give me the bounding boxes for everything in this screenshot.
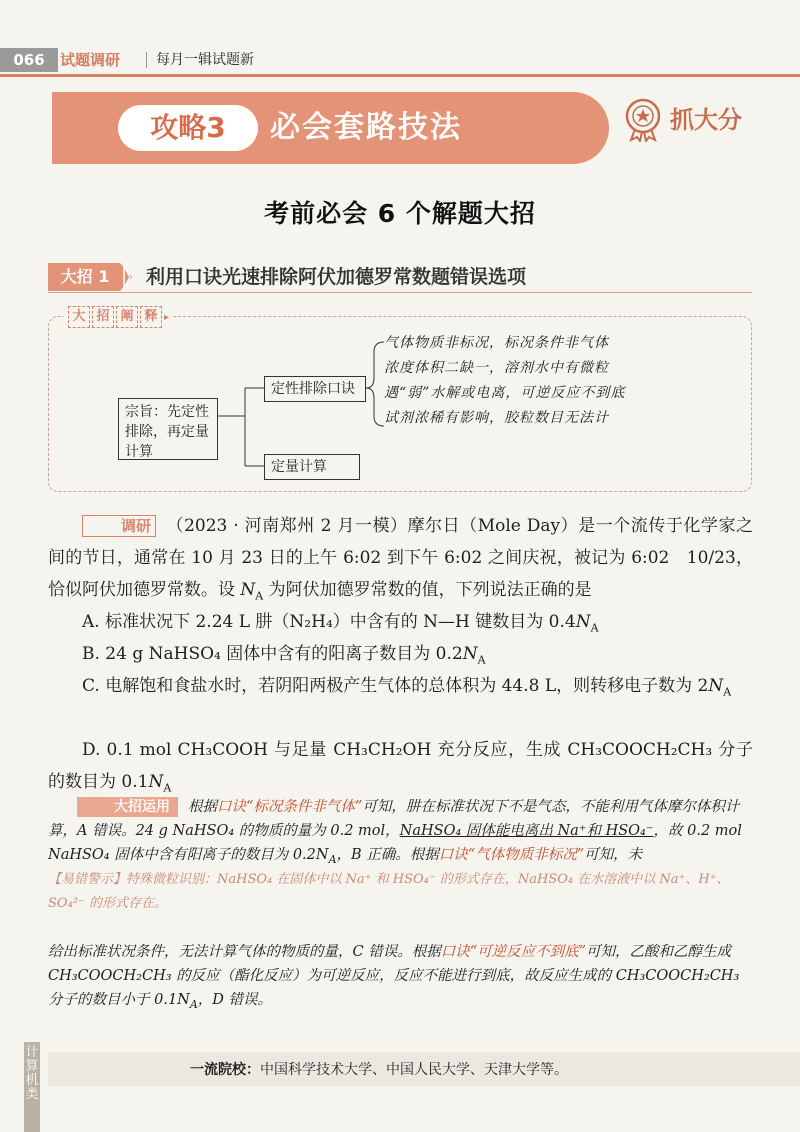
error-warning-note: 【易错警示】特殊微粒识别：NaHSO₄ 在固体中以 Na⁺ 和 HSO₄⁻ 的形式存在，NaHSO₄ 在水溶液中以 Na⁺、H⁺、SO₄²⁻ 的形式存在。 [48,872,730,911]
diagram-node-qualitative: 定性排除口诀 [264,376,366,402]
diagram-root: 宗旨：先定性排除，再定量计算 [118,398,218,460]
rhyme-line: 浓度体积二缺一，溶剂水中有微粒 [384,360,609,376]
footer-label: 一流院校： [190,1062,260,1078]
keyword: 口诀“标况条件非气体” [217,799,363,815]
explain-label-char: 释 [140,306,162,328]
question-tag: 调研 [82,515,156,537]
page-number: 066 [0,48,58,72]
question-source: （2023 · 河南郑州 2 月一模） [166,516,408,536]
badge-text: 抓大分 [670,106,742,134]
main-title: 考前必会 6 个解题大招 [264,199,536,228]
explain-label-char: 阐 [116,306,138,328]
explain-label-char: 大 [68,306,90,328]
answer-paragraph-2: 给出标准状况条件，无法计算气体的物质的量，C 错误。根据口诀“可逆反应不到底”可知，乙酸和乙醇生成 CH₃COOCH₂CH₃ 的反应（酯化反应）为可逆反应，反应不能进行到底，故反应生成的 CH₃COOCH₂CH₃ 分子的数目小于 $0.1N_A$，D 错误。 [48,944,740,1011]
strategy-label: 攻略3 [118,105,258,151]
header-slogan: 每月一辑试题新 [156,52,254,68]
answer-paragraph-1: 大招运用 根据口诀“标况条件非气体”可知，肼在标准状况下不是气态，不能利用气体摩尔体积计算，A 错误。24 g NaHSO₄ 的物质的量为 0.2 mol，NaHSO₄ 固体能电离出 Na⁺和 HSO₄⁻，故 0.2 mol NaHSO₄ 固体中含有阳离子的数目为 $0.2N_A$，B 正确。根据口诀“气体物质非标况”可知，未 [48,799,742,866]
section-title: 试题调研 [60,51,121,69]
tip-tag: 大招 1 [60,267,110,286]
diagram-node-quantitative: 定量计算 [264,454,360,480]
keyword: 口诀“气体物质非标况” [438,847,585,863]
question-stem: 调研 （2023 · 河南郑州 2 月一模）摩尔日（Mole Day）是一个流传于化学家之间的节日，通常在 10 月 23 日的上午 6:02 到下午 6:02 之间庆祝，被记为 6:02 10/23，恰似阿伏加德罗常数。设 $N_A$ 为阿伏加德罗常数的值，下列说法正确的是 [48,516,753,603]
tip-title: 利用口诀光速排除阿伏加德罗常数题错误选项 [146,266,527,288]
footer-text [190,1060,568,1080]
option-d: D. 0.1 mol CH₃COOH 与足量 CH₃CH₂OH 充分反应，生成 CH₃COOCH₂CH₃ 分子的数目为 $0.1N_A$ [48,740,753,795]
arrow-icon: ▸ [164,312,170,323]
keyword: 口诀“可逆反应不到底” [440,944,587,960]
explain-label-char: 招 [92,306,114,328]
side-tab-label: 计算机类 [25,1045,39,1102]
rhyme-line: 试剂浓稀有影响，胶粒数目无法计 [384,410,609,426]
rhyme-line: 气体物质非标况，标况条件非气体 [384,335,609,351]
underlined-text: NaHSO₄ 固体能电离出 Na⁺和 HSO₄⁻ [399,823,654,839]
rhyme-line: 遇“弱”水解或电离，可逆反应不到底 [384,385,626,401]
answer-tag: 大招运用 [77,797,178,817]
option-b: B. 24 g NaHSO₄ 固体中含有的阳离子数目为 $0.2N_A$ [82,644,486,667]
option-a: A. 标准状况下 2.24 L 肼（N₂H₄）中含有的 N—H 键数目为 $0.4N_A$ [82,612,599,635]
footer-schools: 中国科学技术大学、中国人民大学、天津大学等。 [260,1062,568,1078]
option-c: C. 电解饱和食盐水时，若阴阳两极产生气体的总体积为 44.8 L，则转移电子数为 $2N_A$ [82,676,732,699]
strategy-title: 必会套路技法 [270,110,462,145]
